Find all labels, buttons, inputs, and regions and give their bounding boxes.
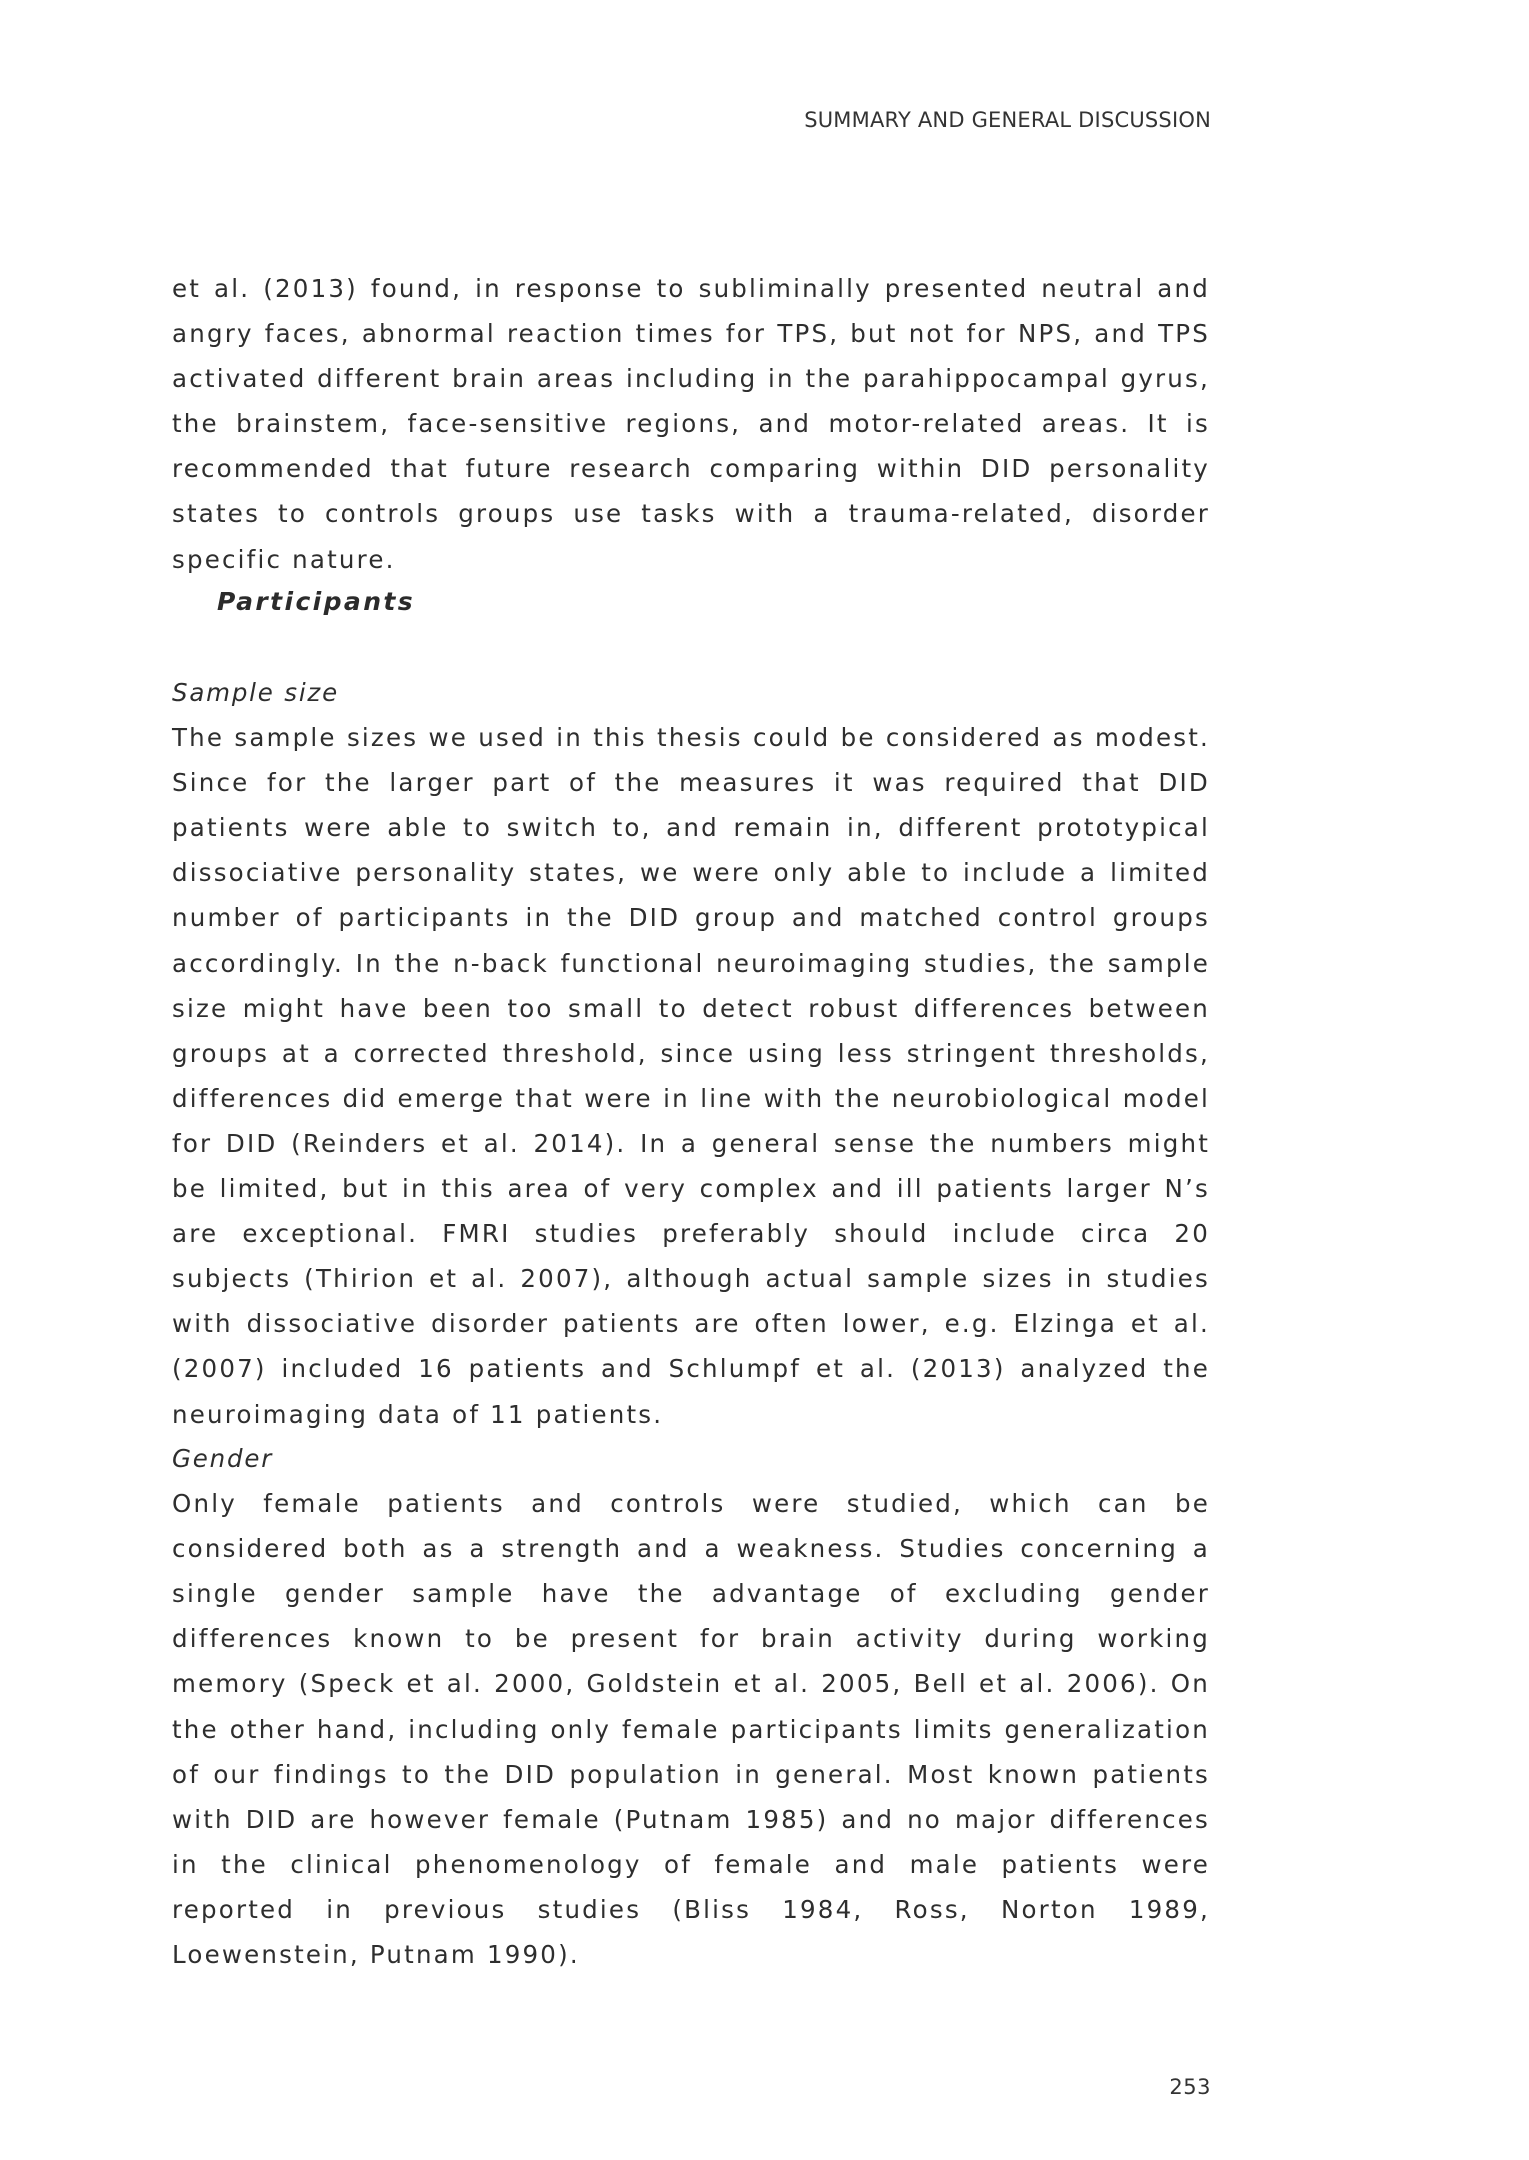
section-heading-participants: Participants: [217, 587, 416, 616]
intro-block: [172, 266, 1210, 582]
running-head: SUMMARY AND GENERAL DISCUSSION: [804, 108, 1211, 132]
sample-size-paragraph: The sample sizes we used in this thesis could be considered as modest. Since for the larger part of the measures it was required that DID patients were able to switch to, and remain in, different prototypical dissociative personality states, we were only able to include a limited number of participants in the DID group and matched control groups accordingly. In the n-back functional neuroimaging studies, the sample size might have been too small to detect robust differences between groups at a corrected threshold, since using less stringent thresholds, differences did emerge that were in line with the neurobiological model for DID (Reinders et al. 2014). In a general sense the numbers might be limited, but in this area of very complex and ill patients larger N’s are exceptional. FMRI studies preferably should include circa 20 subjects (Thirion et al. 2007), although actual sample sizes in studies with dissociative disorder patients are often lower, e.g. Elzinga et al. (2007) included 16 patients and Schlumpf et al. (2013) analyzed the neuroimaging data of 11 patients.: [172, 723, 1210, 1429]
page-number: 253: [1169, 2075, 1211, 2099]
gender-heading: Gender: [172, 1444, 274, 1473]
gender-paragraph: Only female patients and controls were studied, which can be considered both as a strength and a weakness. Studies concerning a single gender sample have the advantage of excluding gender differences known to be present for brain activity during working memory (Speck et al. 2000, Goldstein et al. 2005, Bell et al. 2006). On the other hand, including only female participants limits generalization of our findings to the DID population in general. Most known patients with DID are however female (Putnam 1985) and no major differences in the clinical phenomenology of female and male patients were reported in previous studies (Bliss 1984, Ross, Norton 1989, Loewenstein, Putnam 1990).: [172, 1489, 1210, 1970]
sample-size-heading: Sample size: [172, 678, 339, 707]
gender-section: [172, 1436, 1210, 1977]
intro-paragraph: et al. (2013) found, in response to subliminally presented neutral and angry faces, abnormal reaction times for TPS, but not for NPS, and TPS activated different brain areas including in the parahippocampal gyrus, the brainstem, face-sensitive regions, and motor-related areas. It is recommended that future research comparing within DID personality states to controls groups use tasks with a trauma-related, disorder specific nature.: [172, 274, 1210, 574]
sample-size-section: [172, 670, 1210, 1437]
